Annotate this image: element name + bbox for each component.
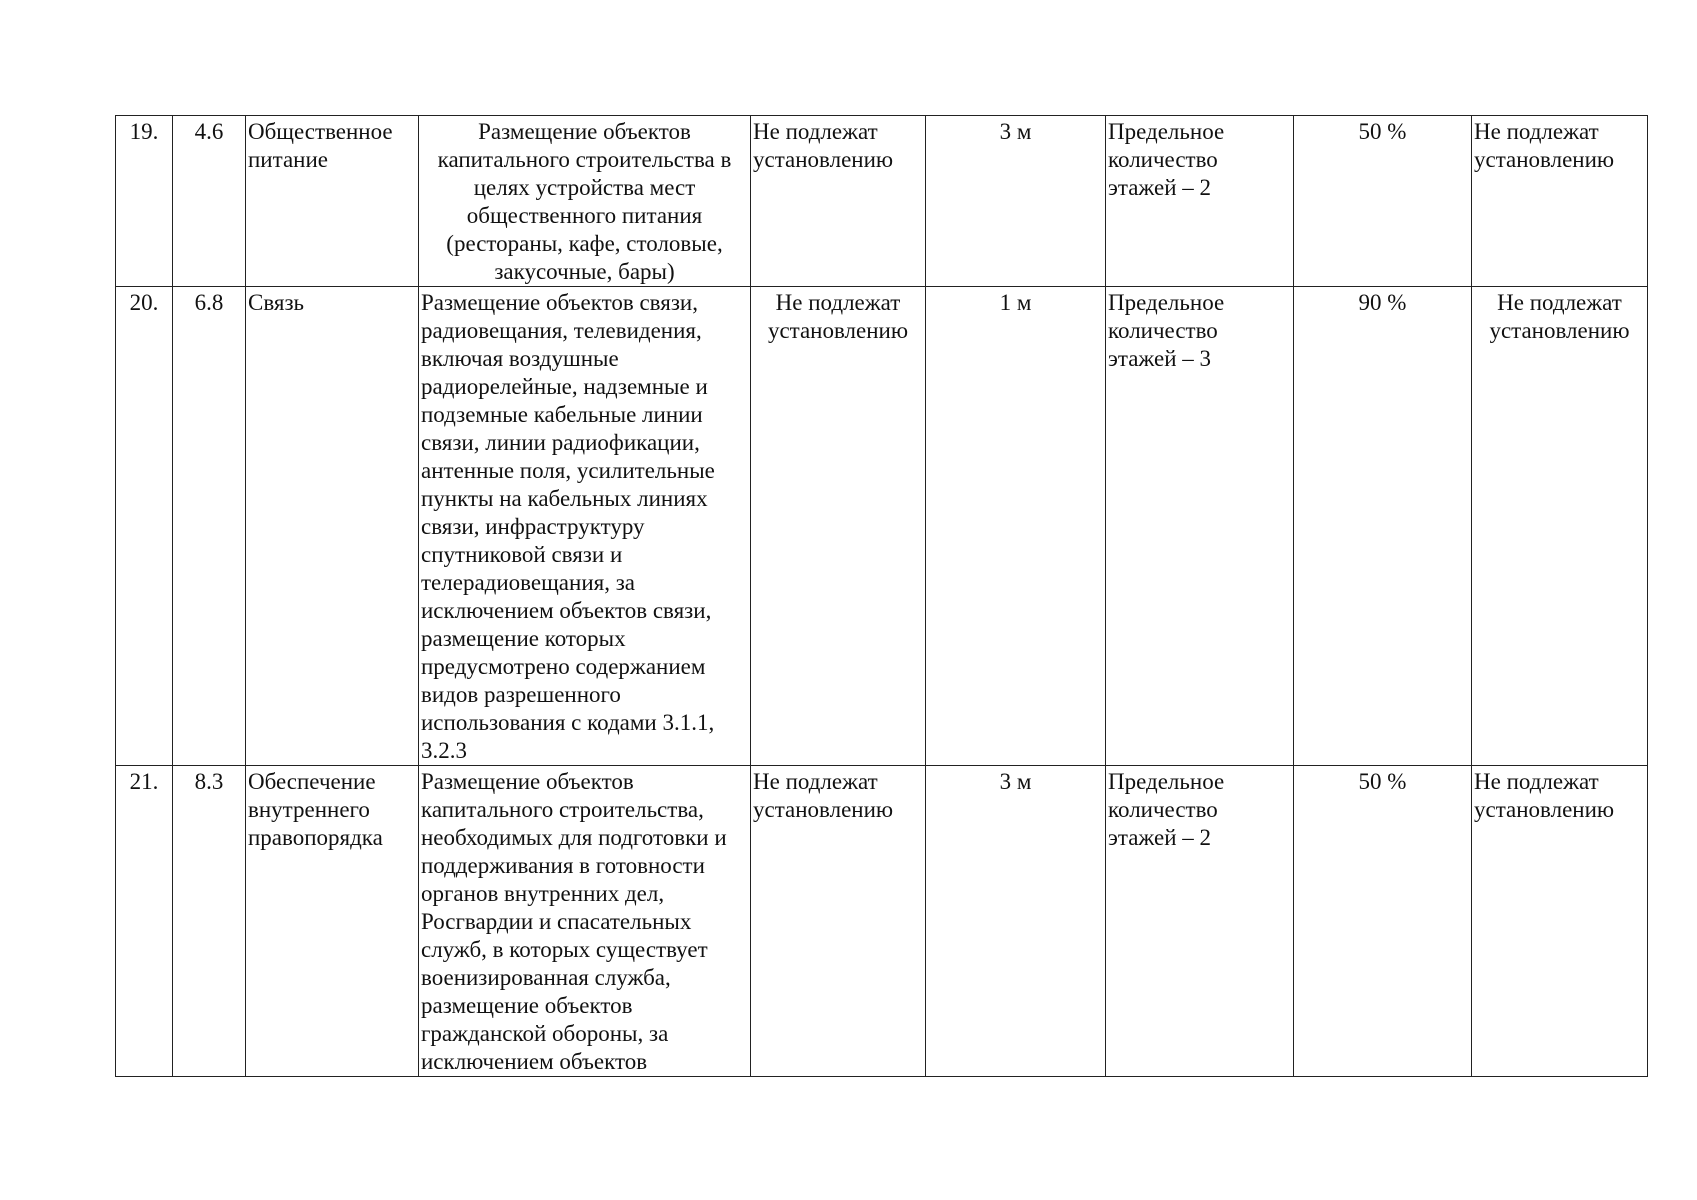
other-parameters: Не подлежат установлению	[1472, 116, 1648, 287]
row-number: 19.	[116, 116, 173, 287]
land-use-table	[115, 115, 1648, 1077]
use-name: Общественное питание	[246, 116, 419, 287]
use-code: 4.6	[173, 116, 246, 287]
use-description: Размещение объектов связи, радиовещания, телевидения, включая воздушные радиорелейные, надземные и подземные кабельные линии связи, линии радиофикации, антенные поля, усилительные пункты на кабельных линиях связи, инфраструктуру спутниковой связи и телерадиовещания, за исключением объектов связи, размещение которых предусмотрено содержанием видов разрешенного использования с кодами 3.1.1, 3.2.3	[419, 287, 751, 766]
use-description: Размещение объектов капитального строительства в целях устройства мест общественного питания (рестораны, кафе, столовые, закусочные, бары)	[419, 116, 751, 287]
other-parameters: Не подлежат установлению	[1472, 287, 1648, 766]
use-description: Размещение объектов капитального строительства, необходимых для подготовки и поддерживания в готовности органов внутренних дел, Росгвардии и спасательных служб, в которых существует военизированная служба, размещение объектов гражданской обороны, за исключением объектов	[419, 766, 751, 1077]
max-coverage: 90 %	[1294, 287, 1472, 766]
other-parameters: Не подлежат установлению	[1472, 766, 1648, 1077]
table-row	[116, 766, 1648, 1077]
plot-size-limit: Не подлежат установлению	[751, 766, 926, 1077]
row-number: 21.	[116, 766, 173, 1077]
table-row	[116, 116, 1648, 287]
use-name: Обеспечение внутреннего правопорядка	[246, 766, 419, 1077]
plot-size-limit: Не подлежат установлению	[751, 116, 926, 287]
use-name: Связь	[246, 287, 419, 766]
max-floors: Предельное количество этажей – 2	[1106, 116, 1294, 287]
min-setback: 1 м	[926, 287, 1106, 766]
min-setback: 3 м	[926, 766, 1106, 1077]
row-number: 20.	[116, 287, 173, 766]
use-code: 6.8	[173, 287, 246, 766]
max-coverage: 50 %	[1294, 116, 1472, 287]
use-code: 8.3	[173, 766, 246, 1077]
max-floors: Предельное количество этажей – 3	[1106, 287, 1294, 766]
max-floors: Предельное количество этажей – 2	[1106, 766, 1294, 1077]
plot-size-limit: Не подлежат установлению	[751, 287, 926, 766]
table-row	[116, 287, 1648, 766]
max-coverage: 50 %	[1294, 766, 1472, 1077]
min-setback: 3 м	[926, 116, 1106, 287]
